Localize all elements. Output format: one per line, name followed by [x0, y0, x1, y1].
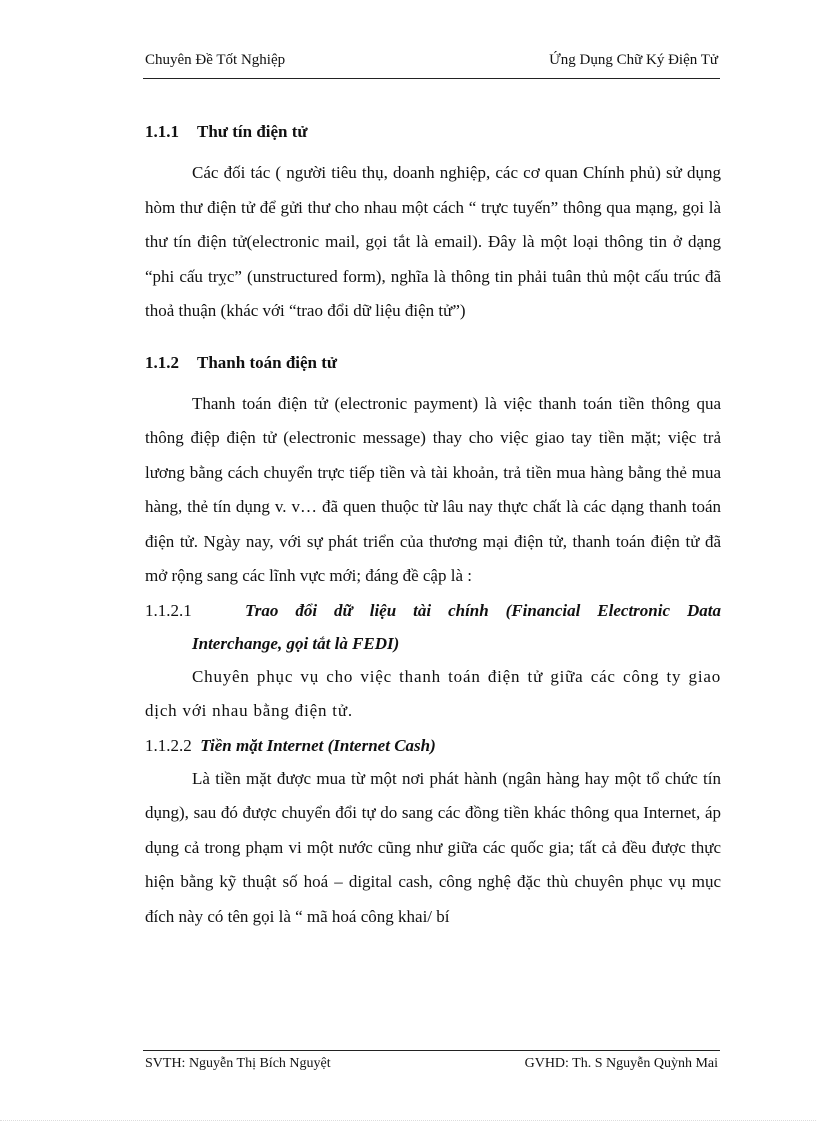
footer-divider: [143, 1050, 720, 1051]
subsection-heading-1-1-2-2: [145, 729, 721, 762]
paragraph-email: Các đối tác ( người tiêu thụ, doanh nghiệp, các cơ quan Chính phủ) sử dụng hòm thư điện tử để gửi thư cho nhau một cách “ trực tuyến” thông qua mạng, gọi là thư tín điện tử(electronic mail, gọi tắt là email). Đây là một loại thông tin ở dạng “phi cấu trỵc” (unstructured form), nghĩa là thông tin phải tuân thủ một cấu trúc đã thoả thuận (khác với “trao đổi dữ liệu điện tử”): [145, 163, 721, 320]
section-title: Thư tín điện tử: [197, 122, 308, 141]
section-number: 1.1.1: [145, 122, 179, 141]
header-left: Chuyên Đề Tốt Nghiệp: [145, 52, 286, 68]
header-divider: [143, 78, 720, 79]
subsection-title: Tiền mặt Internet (Internet Cash): [200, 735, 436, 755]
header-right: Ứng Dụng Chữ Ký Điện Tử: [549, 52, 718, 68]
footer-right: GVHD: Th. S Nguyễn Quỳnh Mai: [524, 1056, 718, 1071]
paragraph-internet-cash: Là tiền mặt được mua từ một nơi phát hành (ngân hàng hay một tổ chức tín dụng), sau đó được chuyển đổi tự do sang các đồng tiền khác thông qua Internet, áp dụng cả trong phạm vi một nước cũng như giữa các quốc gia; tất cả đều được thực hiện bằng kỹ thuật số hoá – digital cash, công nghệ đặc thù chuyên phục vụ mục đích này có tên gọi là “ mã hoá công khai/ bí: [145, 768, 721, 926]
paragraph-fedi: Chuyên phục vụ cho việc thanh toán điện tử giữa các công ty giao dịch với nhau bằng điện tử.: [145, 666, 721, 720]
subsection-heading-1-1-2-1: [145, 594, 721, 627]
section-heading-1-1-1: [145, 120, 721, 144]
footer-left: SVTH: Nguyễn Thị Bích Nguyệt: [145, 1056, 331, 1071]
subsection-title-line1: Trao đổi dữ liệu tài chính (Financial Electronic Data: [245, 600, 721, 620]
subsection-number: 1.1.2.1: [145, 600, 192, 620]
subsection-number: 1.1.2.2: [145, 735, 192, 755]
section-title: Thanh toán điện tử: [197, 352, 338, 372]
section-number: 1.1.2: [145, 352, 179, 372]
subsection-title-line2: Interchange, gọi tắt là FEDI): [192, 633, 400, 653]
section-heading-1-1-2: [145, 351, 721, 375]
paragraph-epayment: Thanh toán điện tử (electronic payment) là việc thanh toán tiền thông qua thông điệp điện tử (electronic message) thay cho việc giao tay tiền mặt; việc trả lương bằng cách chuyển trực tiếp tiền và tài khoản, trả tiền mua hàng bằng thẻ mua hàng, thẻ tín dụng v. v… đã quen thuộc từ lâu nay thực chất là các dạng thanh toán điện tử. Ngày nay, với sự phát triển của thương mại điện tử, thanh toán điện tử đã mở rộng sang các lĩnh vực mới; đáng đề cập là :: [145, 393, 721, 585]
document-body: [145, 120, 721, 934]
page-edge: [0, 1120, 816, 1121]
